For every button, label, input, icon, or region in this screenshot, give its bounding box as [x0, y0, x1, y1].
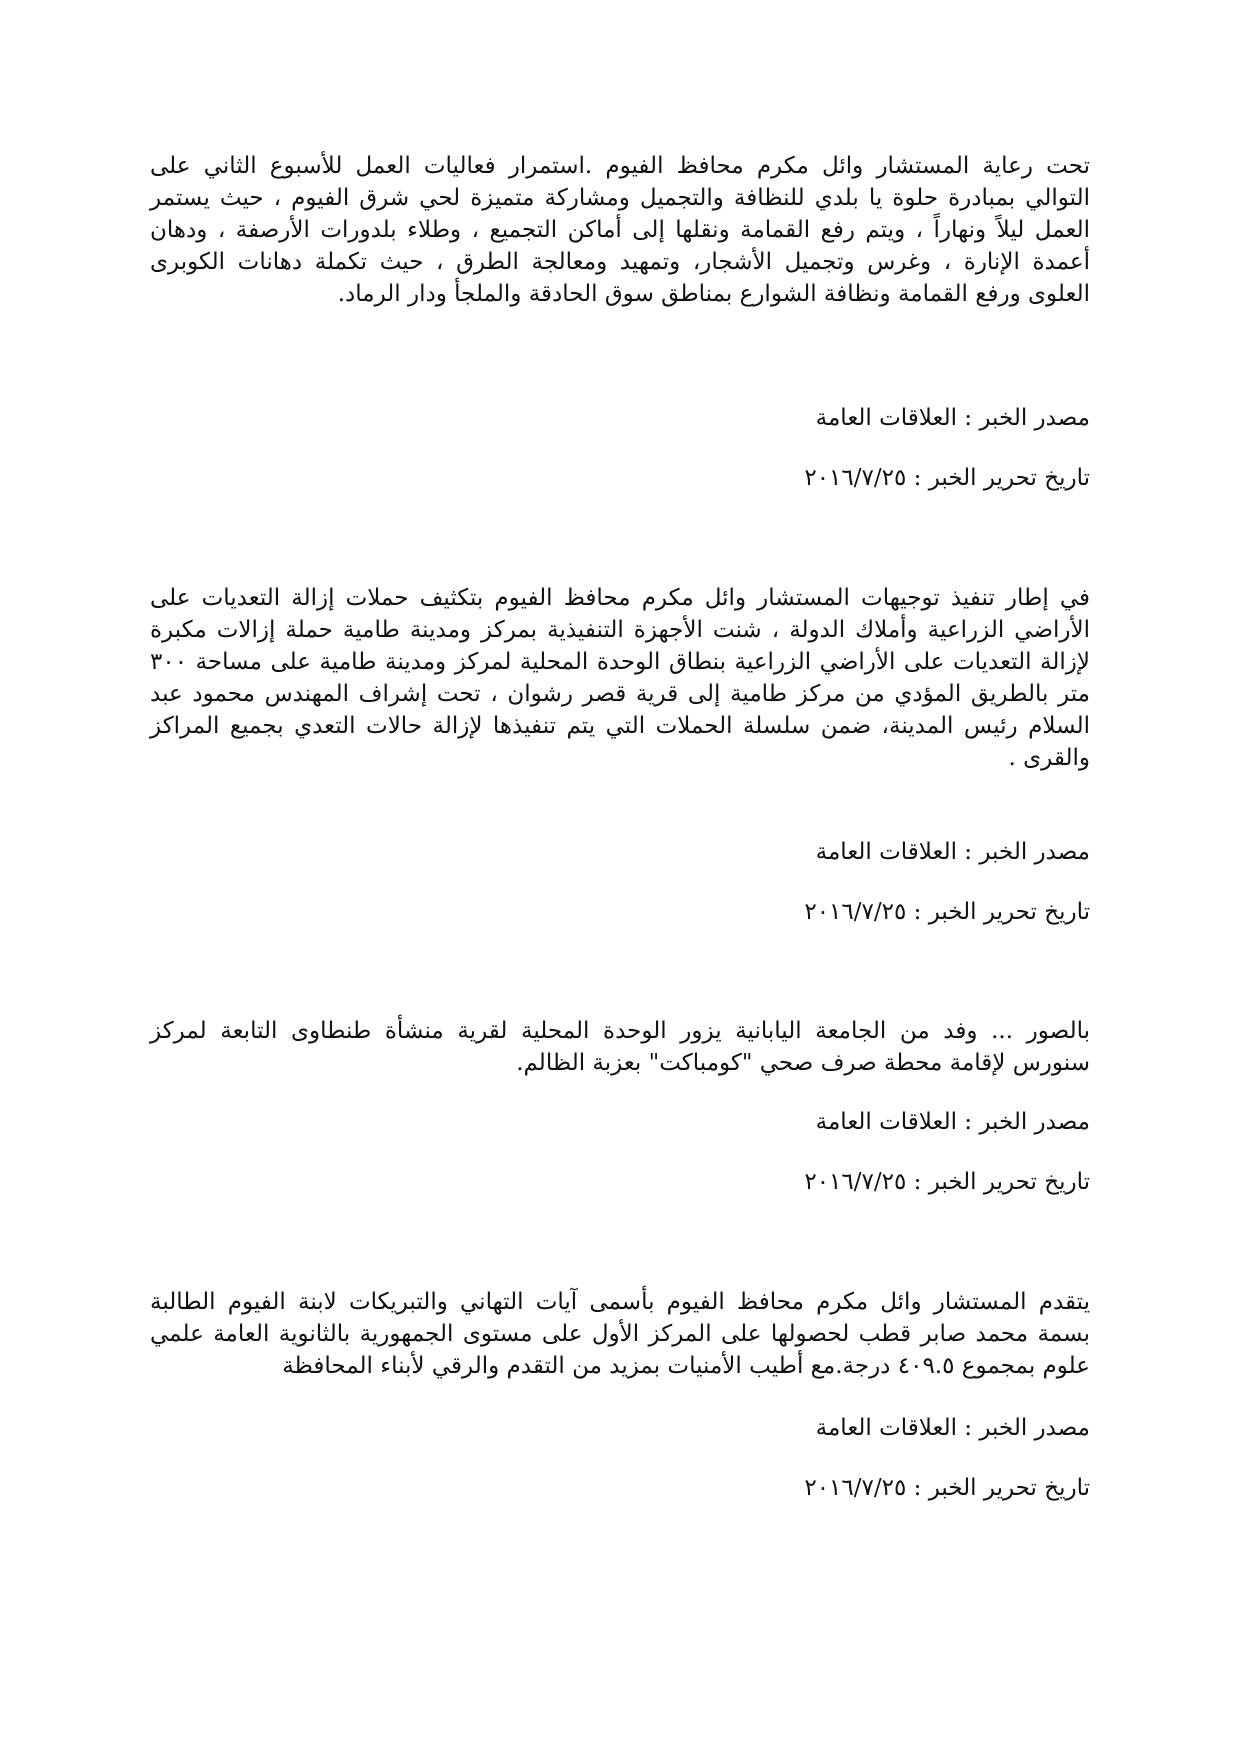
article-1-date: تاريخ تحرير الخبر : ٢٠١٦/٧/٢٥: [804, 465, 1090, 491]
article-3-date: تاريخ تحرير الخبر : ٢٠١٦/٧/٢٥: [804, 1169, 1090, 1195]
article-1-body: تحت رعاية المستشار وائل مكرم محافظ الفيوم .استمرار فعاليات العمل للأسبوع الثاني على التوالي بمبادرة حلوة يا بلدي للنظافة والتجميل ومشاركة متميزة لحي شرق الفيوم ، حيث يستمر العمل ليلاً ونهاراً ، ويتم رفع القمامة ونقلها إلى أماكن التجميع ، وطلاء بلدورات الأرصفة ، ودهان أعمدة الإنارة ، وغرس وتجميل الأشجار، وتمهيد ومعالجة الطرق ، حيث تكملة دهانات الكوبرى العلوى ورفع القمامة ونظافة الشوارع بمناطق سوق الحادقة والملجأ ودار الرماد.: [150, 153, 1090, 307]
article-2-source: مصدر الخبر : العلاقات العامة: [815, 839, 1090, 865]
article-3-source: مصدر الخبر : العلاقات العامة: [815, 1109, 1090, 1135]
article-4-source: مصدر الخبر : العلاقات العامة: [815, 1415, 1090, 1441]
article-4-body: يتقدم المستشار وائل مكرم محافظ الفيوم بأسمى آيات التهاني والتبريكات لابنة الفيوم الطالبة بسمة محمد صابر قطب لحصولها على المركز الأول على مستوى الجمهورية بالثانوية العامة علمي علوم بمجموع ٤٠٩.٥ درجة.مع أطيب الأمنيات بمزيد من التقدم والرقي لأبناء المحافظة: [150, 1289, 1090, 1379]
article-2-body: في إطار تنفيذ توجيهات المستشار وائل مكرم محافظ الفيوم بتكثيف حملات إزالة التعديات على الأراضي الزراعية وأملاك الدولة ، شنت الأجهزة التنفيذية بمركز ومدينة طامية حملة إزالات مكبرة لإزالة التعديات على الأراضي الزراعية بنطاق الوحدة المحلية لمركز ومدينة طامية على مساحة ٣٠٠ متر بالطريق المؤدي من مركز طامية إلى قرية قصر رشوان ، تحت إشراف المهندس محمود عبد السلام رئيس المدينة، ضمن سلسلة الحملات التي يتم تنفيذها لإزالة حالات التعدي بجميع المراكز والقرى .: [150, 585, 1090, 771]
article-1-source: مصدر الخبر : العلاقات العامة: [815, 405, 1090, 431]
article-4-date: تاريخ تحرير الخبر : ٢٠١٦/٧/٢٥: [804, 1475, 1090, 1501]
article-3-body: بالصور ... وفد من الجامعة اليابانية يزور الوحدة المحلية لقرية منشأة طنطاوى التابعة لمركز سنورس لإقامة محطة صرف صحي "كومباكت" بعزبة الظالم.: [150, 1018, 1090, 1076]
article-2-date: تاريخ تحرير الخبر : ٢٠١٦/٧/٢٥: [804, 899, 1090, 925]
